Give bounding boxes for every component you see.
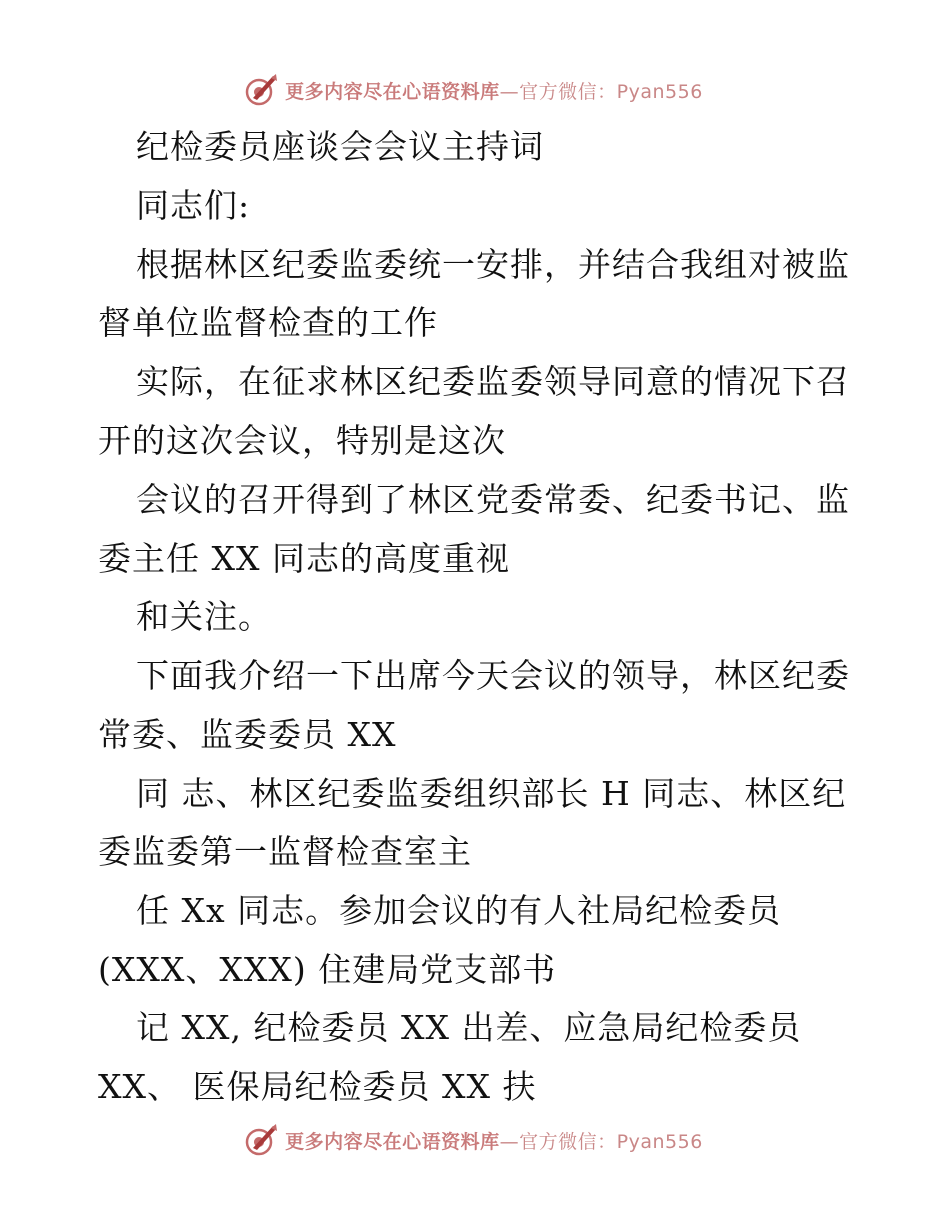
text-line: 委主任 XX 同志的高度重视: [98, 539, 510, 578]
text-line: 督单位监督检查的工作: [98, 303, 438, 342]
text-line: 和关注。: [136, 597, 272, 636]
text-line: XX、 医保局纪检委员 XX 扶: [98, 1067, 537, 1106]
banner-brand: 更多内容尽在心语资料库: [285, 1130, 500, 1153]
banner-brand: 更多内容尽在心语资料库: [285, 80, 500, 103]
text-line: 开的这次会议，特别是这次: [98, 421, 506, 460]
document-title: 纪检委员座谈会会议主持词: [136, 127, 544, 166]
text-line: 下面我介绍一下出席今天会议的领导，林区纪委: [136, 656, 850, 695]
quill-pen-logo-icon: [243, 1122, 279, 1158]
text-line: 实际，在征求林区纪委监委领导同意的情况下召: [136, 362, 850, 401]
banner-text: [285, 1127, 703, 1154]
text-line: 同 志、林区纪委监委组织部长 H 同志、林区纪: [136, 774, 847, 813]
text-line: 任 Xx 同志。参加会议的有人社局纪检委员: [136, 891, 782, 930]
text-line: 常委、监委委员 XX: [98, 715, 397, 754]
banner-suffix: —官方微信：Pyan556: [499, 80, 703, 103]
banner-text: [285, 77, 703, 104]
text-line: 同志们:: [136, 186, 251, 225]
text-line: 根据林区纪委监委统一安排，并结合我组对被监: [136, 245, 850, 284]
text-line: 记 XX, 纪检委员 XX 出差、应急局纪检委员: [136, 1008, 802, 1047]
banner-suffix: —官方微信：Pyan556: [499, 1130, 703, 1153]
text-line: 委监委第一监督检查室主: [98, 832, 472, 871]
text-line: (XXX、XXX) 住建局党支部书: [98, 950, 557, 989]
quill-pen-logo-icon: [243, 72, 279, 108]
text-line: 会议的召开得到了林区党委常委、纪委书记、监: [136, 480, 850, 519]
header-banner: [0, 70, 950, 110]
footer-banner: [0, 1120, 950, 1160]
